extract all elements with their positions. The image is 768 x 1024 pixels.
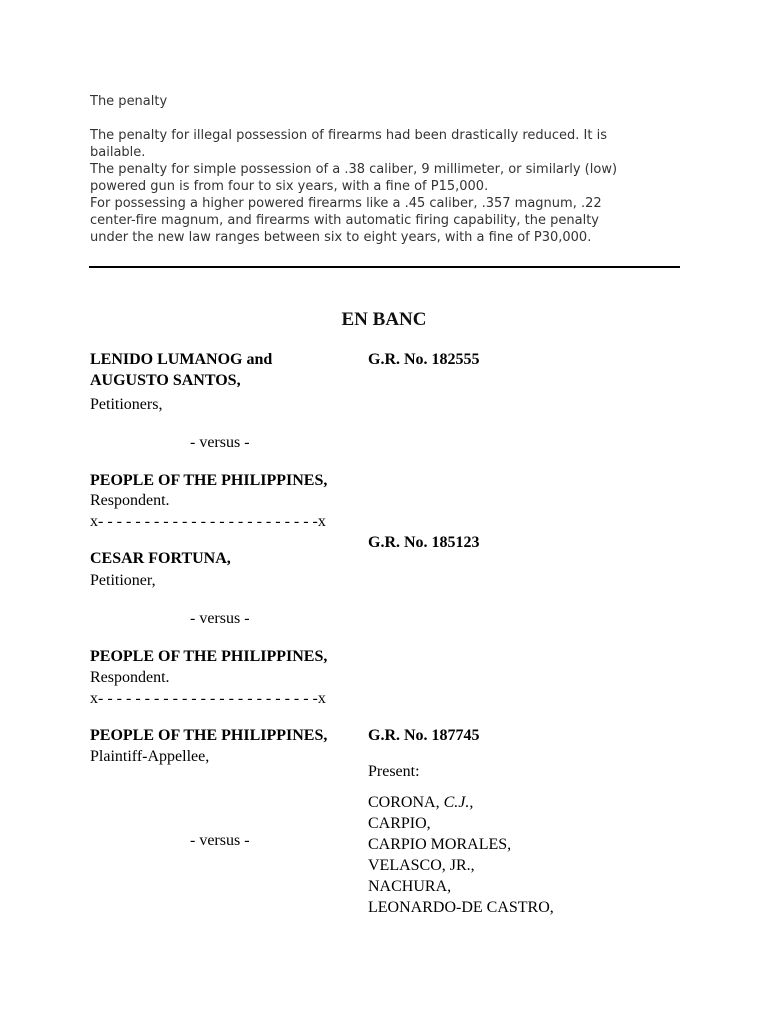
- intro-heading: The penalty: [90, 94, 168, 109]
- case3-versus: - versus -: [190, 832, 250, 849]
- intro-line: powered gun is from four to six years, with a fine of P15,000.: [90, 179, 489, 194]
- case2-versus: - versus -: [190, 610, 250, 627]
- case2-separator: x- - - - - - - - - - - - - - - - - - - - - - - -x: [90, 690, 326, 707]
- intro-line: The penalty for simple possession of a .38 caliber, 9 millimeter, or similarly (low): [90, 162, 618, 177]
- present-label: Present:: [368, 763, 420, 780]
- case1-gr-no: G.R. No. 182555: [368, 351, 480, 368]
- intro-line: The penalty for illegal possession of firearms had been drastically reduced. It is: [90, 128, 607, 143]
- justice-entry: CARPIO MORALES,: [368, 836, 512, 853]
- case2-gr-no: G.R. No. 185123: [368, 534, 480, 551]
- case2-party1: CESAR FORTUNA,: [90, 550, 231, 567]
- case1-party1-line2: AUGUSTO SANTOS,: [90, 372, 241, 389]
- court-heading: EN BANC: [341, 309, 427, 330]
- case1-party2: PEOPLE OF THE PHILIPPINES,: [90, 472, 328, 489]
- justice-entry: CARPIO,: [368, 815, 431, 832]
- case3-party1-role: Plaintiff-Appellee,: [90, 748, 210, 765]
- case3-gr-no: G.R. No. 187745: [368, 727, 480, 744]
- case2-party1-role: Petitioner,: [90, 572, 156, 589]
- case1-party1-line1: LENIDO LUMANOG and: [90, 351, 273, 368]
- horizontal-divider: [89, 266, 680, 268]
- justice-entry: VELASCO, JR.,: [368, 857, 475, 874]
- justice-entry: LEONARDO-DE CASTRO,: [368, 899, 554, 916]
- case2-party2-role: Respondent.: [90, 669, 170, 686]
- intro-line: For possessing a higher powered firearms like a .45 caliber, .357 magnum, .22: [90, 196, 602, 211]
- intro-section: [90, 93, 690, 246]
- case3-party1: PEOPLE OF THE PHILIPPINES,: [90, 727, 328, 744]
- intro-line: bailable.: [90, 145, 146, 160]
- case1-party1-role: Petitioners,: [90, 396, 163, 413]
- intro-line: under the new law ranges between six to eight years, with a fine of P30,000.: [90, 230, 592, 245]
- intro-line: center-fire magnum, and firearms with automatic firing capability, the penalty: [90, 213, 599, 228]
- case1-separator: x- - - - - - - - - - - - - - - - - - - - - - - -x: [90, 513, 326, 530]
- case1-versus: - versus -: [190, 434, 250, 451]
- case2-party2: PEOPLE OF THE PHILIPPINES,: [90, 648, 328, 665]
- case1-party2-role: Respondent.: [90, 492, 170, 509]
- justice-entry: NACHURA,: [368, 878, 452, 895]
- justice-entry: CORONA, C.J.,: [368, 794, 474, 811]
